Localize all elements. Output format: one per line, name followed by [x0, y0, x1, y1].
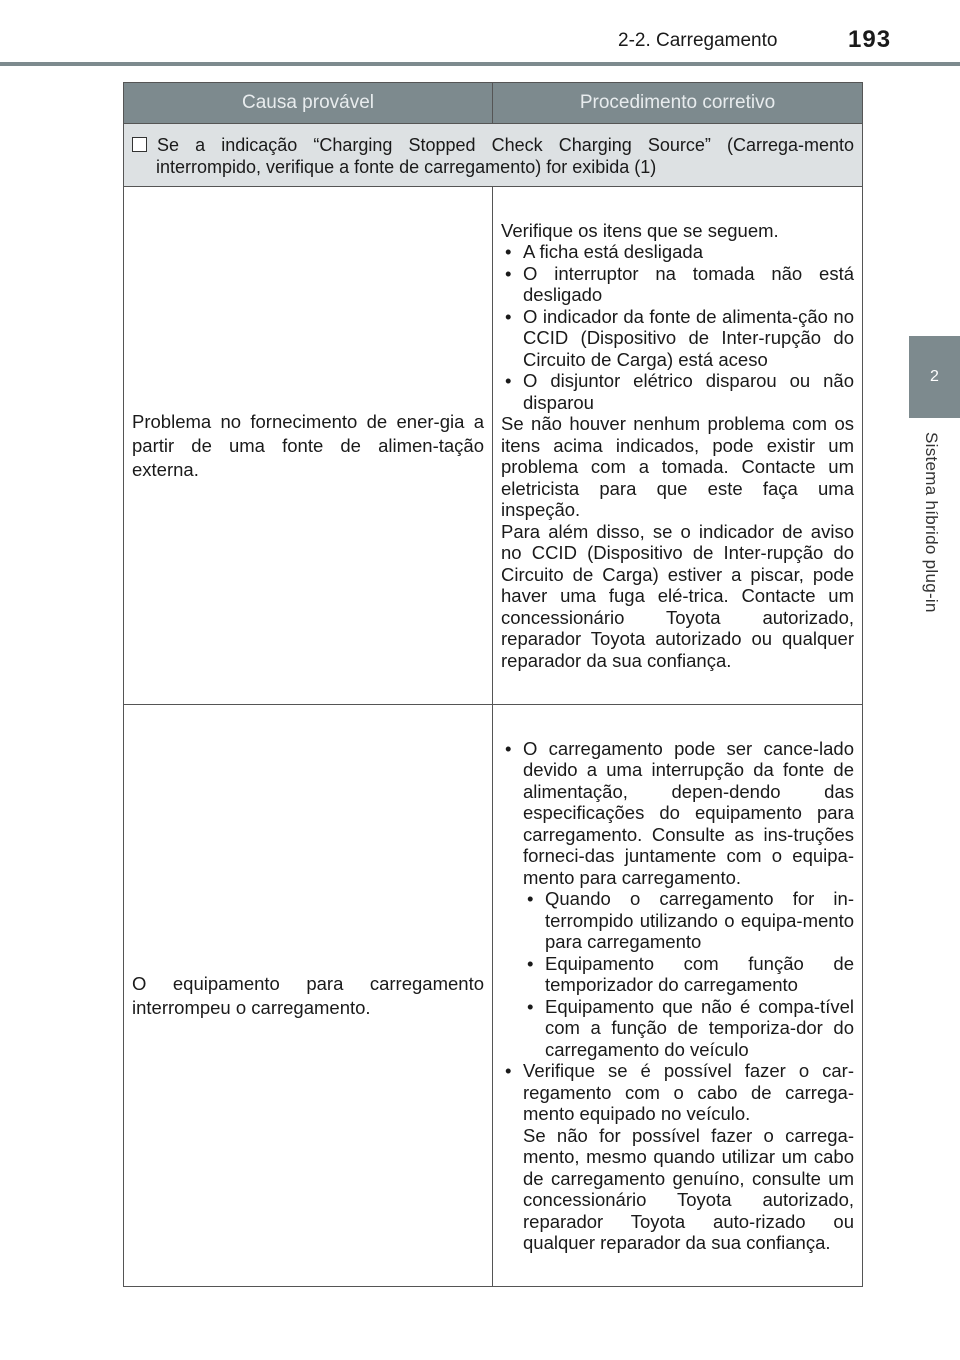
list-item: • O disjuntor elétrico disparou ou não disparou: [501, 370, 854, 413]
table-subheader-row: [124, 124, 863, 187]
cause-cell: O equipamento para carregamento interrompeu o carregamento.: [124, 705, 493, 1287]
table-row: [124, 705, 863, 1287]
cause-cell: Problema no fornecimento de ener-gia a partir de uma fonte de alimen-tação externa.: [124, 187, 493, 705]
table-header-row: [124, 83, 863, 124]
chapter-tab-label: Sistema híbrido plug-in: [922, 432, 941, 613]
section-title: 2-2. Carregamento: [618, 30, 778, 51]
list-item: [501, 1060, 854, 1254]
procedure-cell: [493, 187, 863, 705]
list-item: • Equipamento que não é compa-tível com a função de temporiza-dor do carregamento do veículo: [523, 996, 854, 1061]
list-item: • Equipamento com função de temporizador do carregamento: [523, 953, 854, 996]
procedure-intro: Verifique os itens que se seguem.: [501, 219, 779, 241]
list-item: • A ficha está desligada: [501, 241, 854, 263]
page-number: 193: [848, 26, 892, 53]
list-item-text: Verifique se é possível fazer o car-regamento com o cabo de carrega-mento equipado no veículo.: [523, 1060, 854, 1124]
list-item-continuation: Se não for possível fazer o carrega-mento, mesmo quando utilizar um cabo de carregamento genuíno, consulte um concessionário Toyota autorizado, reparador Toyota auto-rizado ou qualquer reparador da sua confiança.: [523, 1124, 854, 1253]
checkbox-square-icon: [132, 137, 147, 152]
procedure-cell: [493, 705, 863, 1287]
list-item: • O interruptor na tomada não está desligado: [501, 263, 854, 306]
list-item-text: O carregamento pode ser cance-lado devido a uma interrupção da fonte de alimentação, depen-dendo das especificações do equipamento para carregamento. Consulte as ins-truções forneci-das juntamente com o equipa-mento para carregamento.: [523, 737, 854, 888]
check-list: [501, 241, 854, 413]
subheader-text: Se a indicação “Charging Stopped Check Charging Source” (Carrega-mento interrompido, verifique a fonte de carregamento) for exibida (1): [156, 135, 854, 177]
troubleshooting-table: [123, 82, 863, 1287]
col-header-cause: Causa provável: [124, 83, 493, 124]
chapter-tab-number: 2: [909, 336, 960, 418]
sub-list: [523, 888, 854, 1060]
procedure-paragraph: Para além disso, se o indicador de aviso no CCID (Dispositivo de Inter-rupção do Circuito de Carga) estiver a piscar, pode haver uma fuga elé-trica. Contacte um concessionário Toyota autorizado, reparador Toyota autorizado ou qualquer reparador da sua confiança.: [501, 520, 854, 671]
subheader-cell: [124, 124, 863, 187]
table-row: [124, 187, 863, 705]
check-list: [501, 738, 854, 1254]
list-item: • Quando o carregamento for in-terrompido utilizando o equipa-mento para carregamento: [523, 888, 854, 953]
col-header-procedure: Procedimento corretivo: [493, 83, 863, 124]
list-item: • O indicador da fonte de alimenta-ção no CCID (Dispositivo de Inter-rupção do Circuito de Carga) está aceso: [501, 306, 854, 371]
header-rule: [0, 62, 960, 66]
procedure-paragraph: Se não houver nenhum problema com os itens acima indicados, pode existir um problema com a tomada. Contacte um eletricista para que este faça uma inspeção.: [501, 413, 854, 521]
list-item: [501, 738, 854, 1061]
